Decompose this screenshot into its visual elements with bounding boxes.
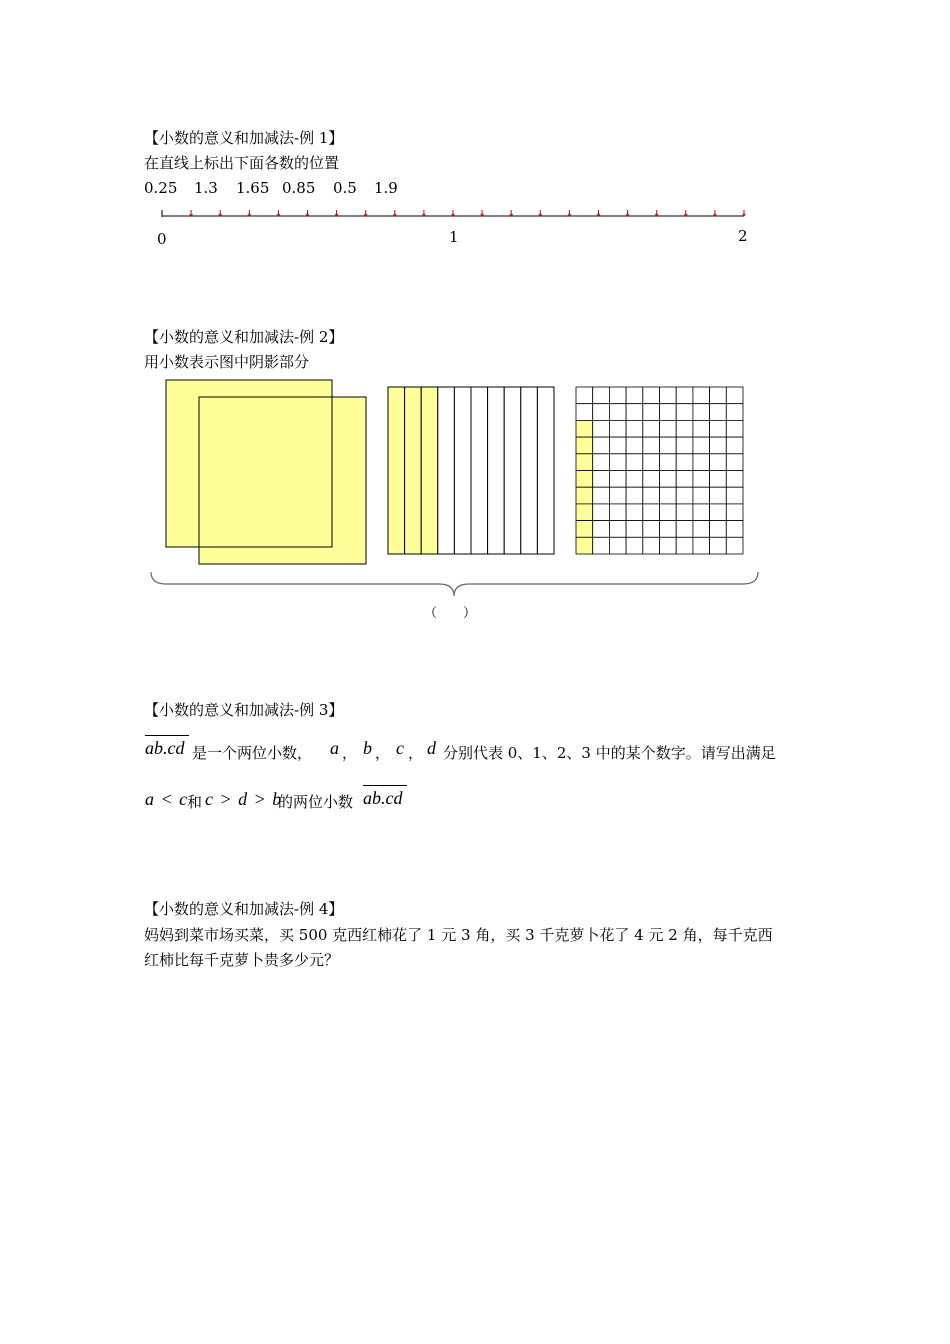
grid-cell [676,387,693,404]
grid-cell [693,521,710,538]
grid-cell [643,404,660,421]
grid-cell [609,387,626,404]
grid-cell [593,387,610,404]
grid-cell [710,420,727,437]
grid-cell [726,521,743,538]
grid-cell [693,437,710,454]
hundredths-grid-figure [576,387,743,554]
number-line [162,210,746,217]
grid-cell [593,487,610,504]
example1-heading: 【小数的意义和加减法-例 1】 [144,129,344,147]
answer-blank: （ ） [424,606,477,621]
grid-cell [593,471,610,488]
number-item: 0.85 [282,179,316,197]
strip-cell [488,387,505,554]
tenths-strip-figure [388,387,554,554]
grid-cell [626,487,643,504]
strip-cell [438,387,455,554]
grid-cell [710,437,727,454]
grid-cell [593,504,610,521]
grid-cell [676,404,693,421]
grid-cell [726,387,743,404]
grid-cell [626,437,643,454]
grid-cell [593,454,610,471]
grid-cell [693,404,710,421]
grid-cell [660,521,677,538]
grid-cell [626,454,643,471]
grid-cell [693,471,710,488]
grid-cell [660,504,677,521]
grid-cell [726,487,743,504]
grid-cell [609,420,626,437]
grid-cell [643,420,660,437]
grid-cell [676,487,693,504]
grid-cell [576,387,593,404]
grid-cell [576,420,593,437]
grid-cell [643,387,660,404]
grid-cell [710,537,727,554]
condition-1: a < c [145,789,188,809]
comma: ， [375,744,391,762]
grid-cell [726,404,743,421]
grid-cell [693,504,710,521]
grid-cell [593,537,610,554]
comma: ， [342,744,358,762]
grid-cell [710,387,727,404]
grid-cell [660,471,677,488]
grid-cell [626,471,643,488]
line-text: 的两位小数 [278,793,354,811]
grid-cell [643,504,660,521]
example3-heading: 【小数的意义和加减法-例 3】 [144,701,344,719]
grid-cell [676,504,693,521]
grid-cell [626,387,643,404]
decimal-notation: ab.cd [363,788,403,808]
grid-cell [676,454,693,471]
grid-cell [726,420,743,437]
number-item: 1.3 [194,179,218,197]
grid-cell [660,487,677,504]
grid-cell [576,537,593,554]
grid-cell [676,437,693,454]
grid-cell [609,454,626,471]
strip-cell [521,387,538,554]
strip-cell [504,387,521,554]
grid-cell [609,487,626,504]
grid-cell [693,454,710,471]
grid-cell [726,437,743,454]
example1-instruction: 在直线上标出下面各数的位置 [144,154,340,172]
line-text: 是一个两位小数， [192,744,313,762]
grid-cell [676,420,693,437]
grid-cell [660,454,677,471]
brace [151,572,758,596]
var-b: b [363,738,372,758]
number-item: 1.9 [374,179,398,197]
grid-cell [609,471,626,488]
grid-cell [626,404,643,421]
grid-cell [609,537,626,554]
grid-cell [576,454,593,471]
grid-cell [676,471,693,488]
grid-cell [576,471,593,488]
grid-cell [643,537,660,554]
grid-cell [676,521,693,538]
grid-cell [576,404,593,421]
grid-cell [609,437,626,454]
grid-cell [693,387,710,404]
grid-cell [693,420,710,437]
grid-cell [710,404,727,421]
grid-cell [643,454,660,471]
var-a: a [330,738,339,758]
grid-cell [626,420,643,437]
grid-cell [593,521,610,538]
axis-label-0: 0 [157,230,167,248]
grid-cell [576,487,593,504]
grid-cell [710,454,727,471]
axis-label-2: 2 [738,227,748,245]
overlapping-squares-figure [166,380,366,564]
var-d: d [427,738,436,758]
grid-cell [576,504,593,521]
grid-cell [609,521,626,538]
grid-cell [693,537,710,554]
square-front [199,397,366,564]
line-text: 分别代表 0、1、2、3 中的某个数字。请写出满足 [443,744,776,762]
grid-cell [660,387,677,404]
number-item: 0.25 [144,179,178,197]
grid-cell [593,437,610,454]
grid-cell [626,537,643,554]
decimal-notation: ab.cd [145,738,185,758]
strip-cell [454,387,471,554]
number-item: 0.5 [333,179,357,197]
grid-cell [593,404,610,421]
grid-cell [609,404,626,421]
grid-cell [609,504,626,521]
overline [145,735,189,736]
grid-cell [710,504,727,521]
strip-cell [537,387,554,554]
grid-cell [576,437,593,454]
grid-cell [693,487,710,504]
strip-cell [471,387,488,554]
example4-line1: 妈妈到菜市场买菜，买 500 克西红柿花了 1 元 3 角，买 3 千克萝卜花了 4 元 2 角，每千克西 [144,926,773,944]
number-item: 1.65 [236,179,270,197]
grid-cell [726,454,743,471]
grid-cell [726,471,743,488]
grid-cell [660,420,677,437]
grid-cell [643,471,660,488]
strip-cell [421,387,438,554]
example4-line2: 红柿比每千克萝卜贵多少元？ [144,951,340,969]
and-text: 和 [187,793,203,811]
strip-cell [405,387,422,554]
grid-cell [726,504,743,521]
grid-cell [643,521,660,538]
example2-instruction: 用小数表示图中阴影部分 [144,353,310,371]
overline [363,785,407,786]
grid-cell [710,521,727,538]
grid-cell [593,420,610,437]
grid-cell [660,404,677,421]
var-c: c [396,738,404,758]
grid-cell [643,487,660,504]
grid-cell [626,504,643,521]
grid-cell [710,471,727,488]
grid-cell [660,437,677,454]
condition-2: c > d > b [205,789,282,809]
grid-cell [710,487,727,504]
example2-heading: 【小数的意义和加减法-例 2】 [144,328,344,346]
grid-cell [726,537,743,554]
strip-cell [388,387,405,554]
grid-cell [643,437,660,454]
grid-cell [676,537,693,554]
example4-heading: 【小数的意义和加减法-例 4】 [144,900,344,918]
grid-cell [660,537,677,554]
comma: ， [408,744,424,762]
grid-cell [626,521,643,538]
grid-cell [576,521,593,538]
axis-label-1: 1 [449,228,459,246]
